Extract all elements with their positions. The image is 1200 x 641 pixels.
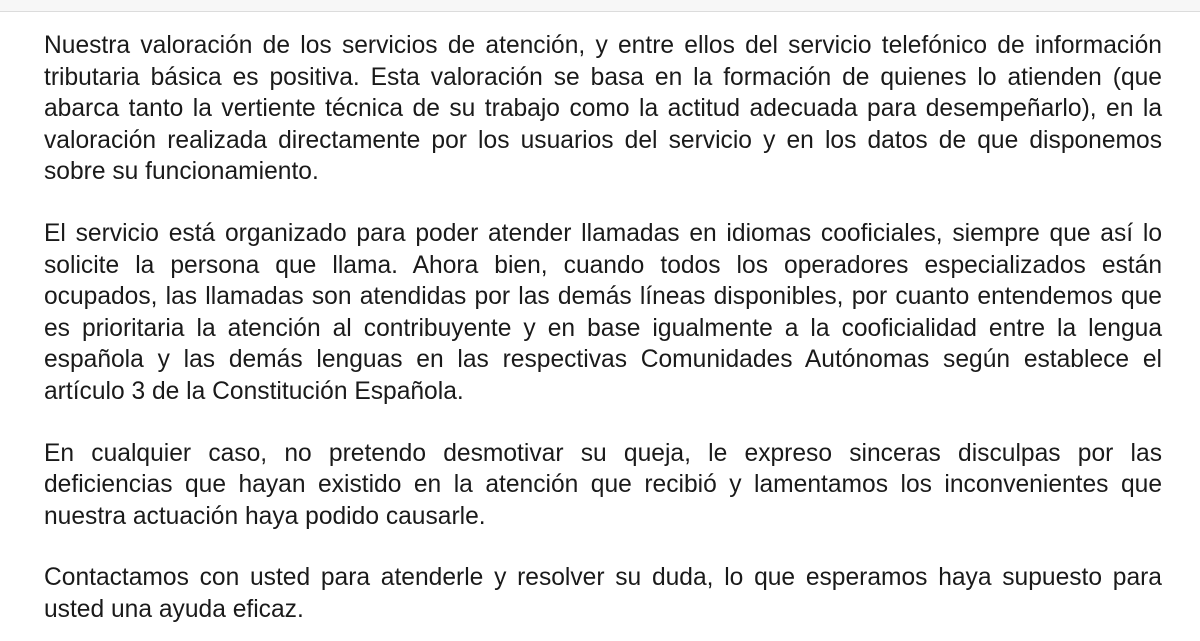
- paragraph-disculpas: En cualquier caso, no pretendo desmotivar su queja, le expreso sinceras disculpas por las deficiencias que hayan existido en la atención que recibió y lamentamos los inconvenientes que nuestra actuación haya podido causarle.: [44, 439, 1162, 530]
- paragraph-valoracion: Nuestra valoración de los servicios de atención, y entre ellos del servicio telefónico de información tributaria básica es positiva. Esta valoración se basa en la formación de quienes lo atienden (que abarca tanto la vertiente técnica de su trabajo como la actitud adecuada para desempeñarlo), en la valoración realizada directamente por los usuarios del servicio y en los datos de que disponemos sobre su funcionamiento.: [44, 32, 1162, 186]
- paragraph-contacto: Contactamos con usted para atenderle y resolver su duda, lo que esperamos haya supuesto para usted una ayuda eficaz.: [44, 564, 1162, 623]
- paragraph-idiomas-cooficiales: El servicio está organizado para poder atender llamadas en idiomas cooficiales, siempre que así lo solicite la persona que llama. Ahora bien, cuando todos los operadores especializados están ocupados, las llamadas son atendidas por las demás líneas disponibles, por cuanto entendemos que es prioritaria la atención al contribuyente y en base igualmente a la cooficialidad entre la lengua española y las demás lenguas en las respectivas Comunidades Autónomas según establece el artículo 3 de la Constitución Española.: [44, 219, 1162, 405]
- top-divider: [0, 0, 1200, 12]
- document-body: [44, 30, 1162, 626]
